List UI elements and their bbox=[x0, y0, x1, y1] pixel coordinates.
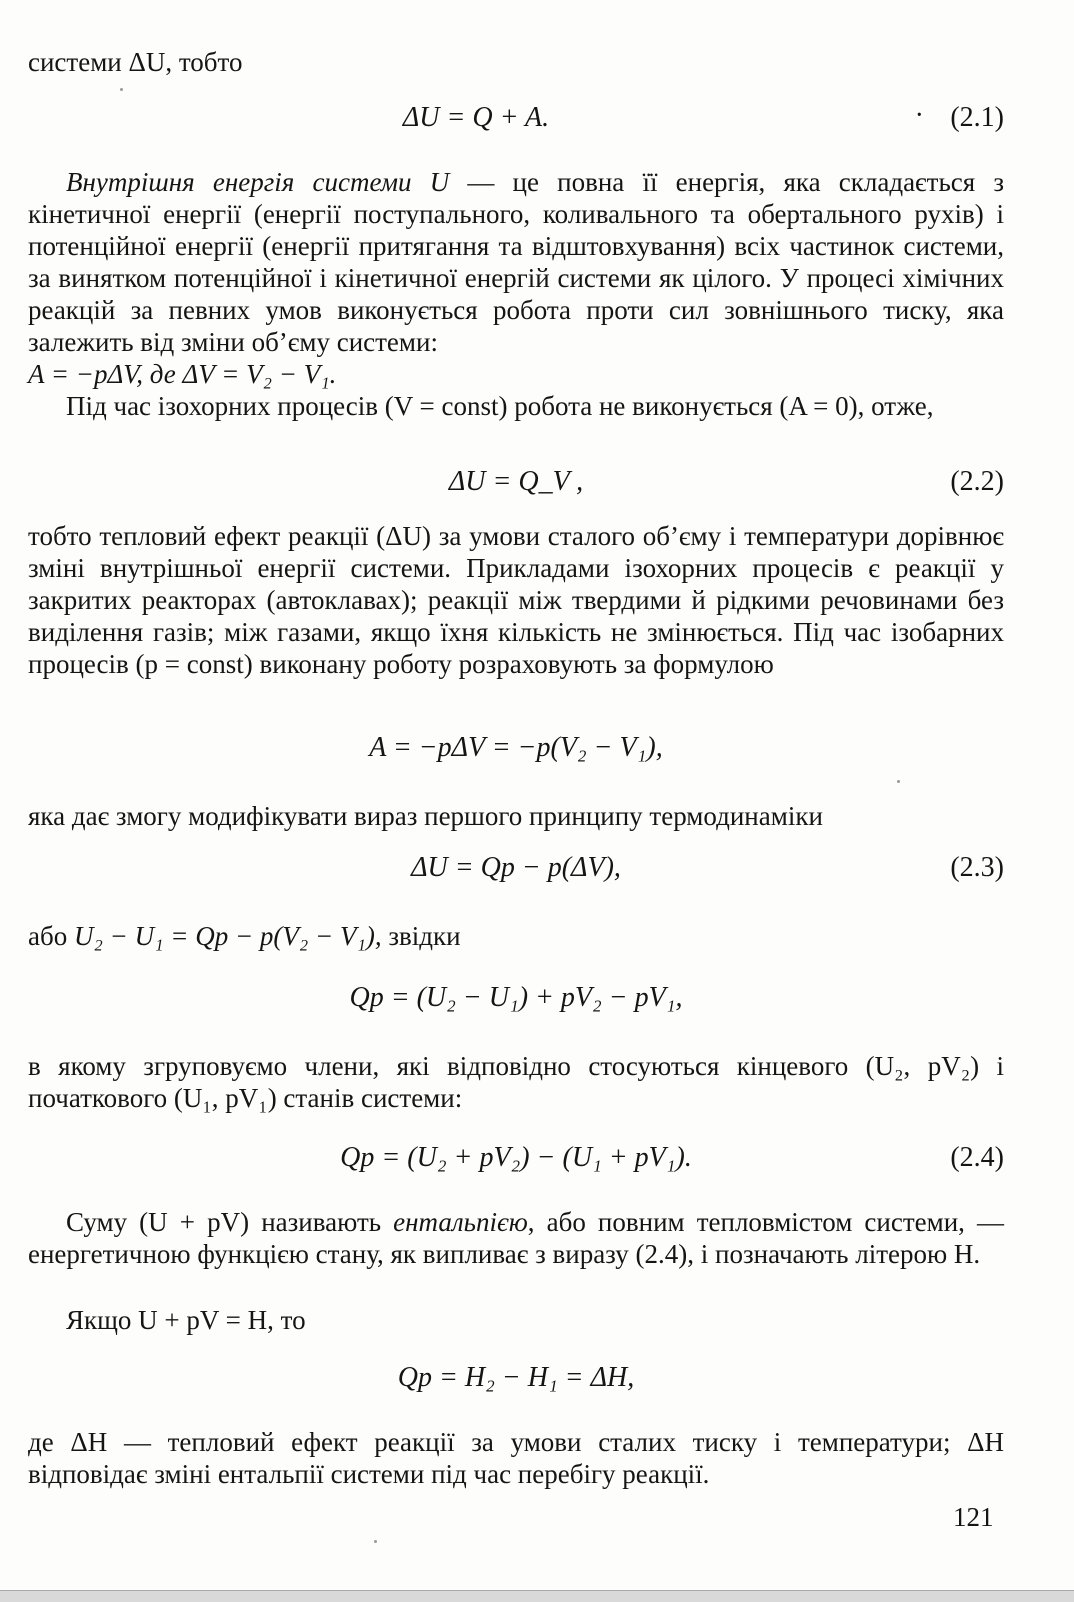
defined-term: Внутрішня енергія системи U bbox=[66, 167, 450, 197]
scan-speck bbox=[120, 88, 123, 91]
equation-number: (2.1) bbox=[950, 102, 1004, 133]
inline-formula: A = −pΔV, де ΔV = V₂ − V₁. bbox=[28, 359, 337, 389]
equation-formula: Qp = (U₂ + pV₂) − (U₁ + pV₁). bbox=[340, 1142, 692, 1173]
intro-line: системи ΔU, тобто bbox=[28, 47, 243, 77]
defined-term: ентальпією bbox=[393, 1207, 528, 1237]
equation-formula: ΔU = Q_V , bbox=[448, 466, 584, 497]
equation-qh bbox=[28, 1360, 1004, 1396]
scan-bottom-edge bbox=[0, 1590, 1074, 1602]
equation-work bbox=[28, 730, 1004, 766]
line-modify: яка дає змогу модифікувати вираз першого принципу термодинаміки bbox=[28, 801, 823, 831]
paragraph-enthalpy bbox=[28, 1206, 1004, 1270]
equation-2-1 bbox=[28, 100, 1004, 136]
line-suffix: звідки bbox=[388, 921, 461, 951]
paragraph-isochoric: Під час ізохорних процесів (V = const) робота не виконується (A = 0), отже, bbox=[66, 391, 934, 421]
equation-number: (2.4) bbox=[950, 1142, 1004, 1173]
scan-speck bbox=[374, 1540, 377, 1543]
equation-2-3 bbox=[28, 850, 1004, 886]
equation-formula: ΔU = Q + A. bbox=[402, 102, 550, 133]
inline-formula: U₂ − U₁ = Qp − p(V₂ − V₁), bbox=[73, 921, 382, 951]
paragraph-text: Суму (U + pV) називають bbox=[66, 1207, 394, 1237]
equation-qp bbox=[28, 980, 1004, 1016]
paragraph-final: де ΔH — тепловий ефект реакції за умови сталих тиску і температури; ΔH відповідає зміні ентальпії системи під час перебігу реакції. bbox=[28, 1427, 1004, 1489]
scan-speck bbox=[897, 780, 900, 783]
line-or bbox=[28, 920, 1004, 952]
line-if: Якщо U + pV = H, то bbox=[66, 1305, 306, 1335]
stray-dot-mark: · bbox=[914, 100, 924, 131]
paragraph-group: в якому згруповуємо члени, які відповідно стосуються кінцевого (U₂, pV₂) і початкового (U₁, pV₁) станів системи: bbox=[28, 1051, 1004, 1113]
equation-2-2 bbox=[28, 464, 1004, 500]
equation-formula: Qp = (U₂ − U₁) + pV₂ − pV₁, bbox=[349, 982, 683, 1013]
paragraph-text: , або повним тепловмістом системи, — енергетичною функцією стану, як випливає з виразу (2.4), і позначають літерою H. bbox=[28, 1207, 1005, 1269]
equation-2-4 bbox=[28, 1140, 1004, 1176]
equation-formula: Qp = H₂ − H₁ = ΔH, bbox=[397, 1362, 635, 1393]
paragraph-internal-energy bbox=[28, 166, 1004, 390]
line-prefix: або bbox=[28, 921, 68, 951]
paragraph-heat-effect: тобто тепловий ефект реакції (ΔU) за умови сталого об’єму і температури дорівнює зміні внутрішньої енергії системи. Прикладами ізохорних процесів є реакції у закритих реакторах (автоклавах); реакції між твердими й рідкими речовинами без виділення газів; між газами, якщо їхня кількість не змінюється. Під час ізобарних процесів (p = const) виконану роботу розраховують за формулою bbox=[28, 521, 1004, 679]
paragraph-text: — це повна її енергія, яка складається з кінетичної енергії (енергії поступального, коливального та обертального рухів) і потенційної енергії (енергії притягання та відштовхування) всіх частинок системи, за винятком потенційної і кінетичної енергій системи як цілого. У процесі хімічних реакцій за певних умов виконується робота проти сил зовнішнього тиску, яка залежить від зміни об’єму системи: bbox=[28, 167, 1004, 357]
page-number: 121 bbox=[953, 1502, 994, 1532]
equation-formula: A = −pΔV = −p(V₂ − V₁), bbox=[369, 732, 663, 763]
equation-number: (2.3) bbox=[950, 852, 1004, 883]
equation-number: (2.2) bbox=[950, 466, 1004, 497]
equation-formula: ΔU = Qp − p(ΔV), bbox=[411, 852, 621, 883]
